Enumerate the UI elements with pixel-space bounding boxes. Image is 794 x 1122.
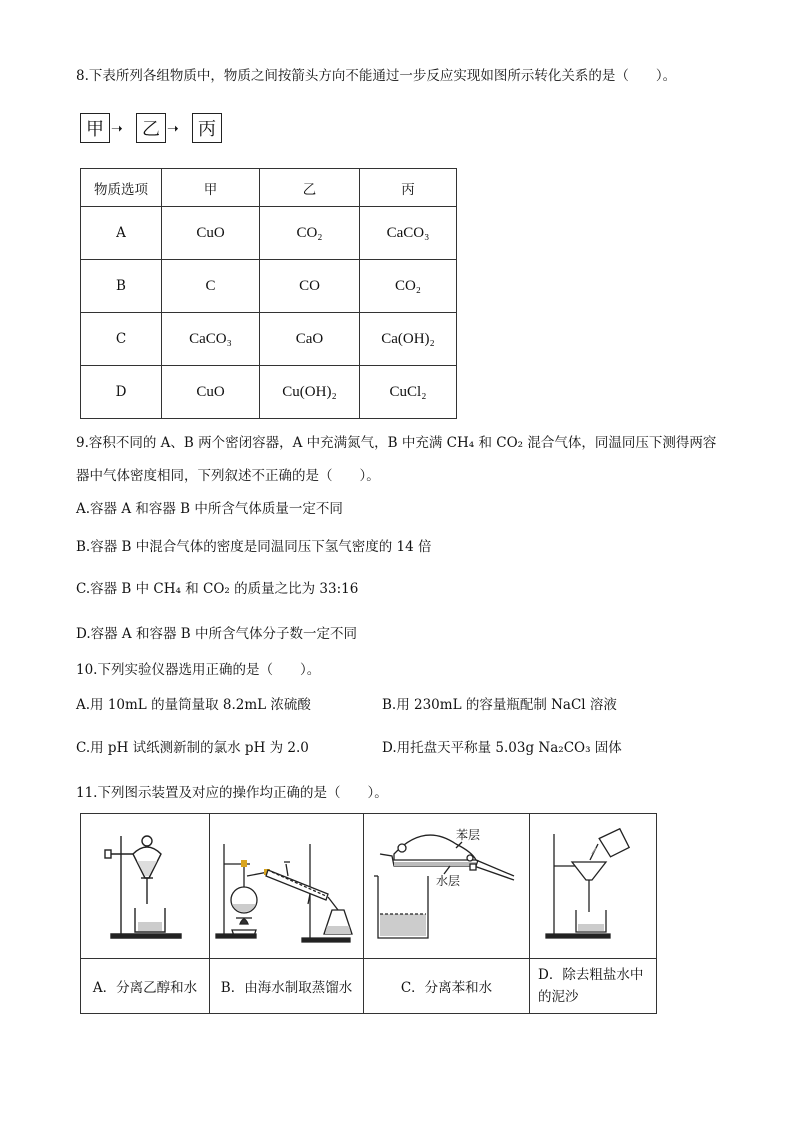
caption-d-line1: D．除去粗盐水中 xyxy=(538,967,644,983)
flow-box-bing: 丙 xyxy=(192,113,222,143)
q8-table xyxy=(80,168,457,419)
caption-c: C．分离苯和水 xyxy=(364,959,530,1014)
q8-stem: 8.下表所列各组物质中，物质之间按箭头方向不能通过一步反应实现如图所示转化关系的是（ ）。 xyxy=(76,68,677,84)
distillation-illustration xyxy=(210,814,363,954)
table-cell: CuO xyxy=(162,366,260,419)
table-cell: CuCl₂ xyxy=(360,366,457,419)
q9-stem-line1: 9.容积不同的 A、B 两个密闭容器，A 中充满氮气，B 中充满 CH₄ 和 CO₂ 混合气体，同温同压下测得两容 xyxy=(76,435,717,451)
q11-stem: 11.下列图示装置及对应的操作均正确的是（ ）。 xyxy=(76,785,388,801)
flow-box-jia: 甲 xyxy=(80,113,110,143)
table-header: 甲 xyxy=(162,169,260,207)
apparatus-cell-a xyxy=(81,814,210,959)
q10-stem: 10.下列实验仪器选用正确的是（ ）。 xyxy=(76,662,321,678)
caption-a: A．分离乙醇和水 xyxy=(81,959,210,1014)
benzene-layer-label: 苯层 xyxy=(456,828,481,842)
table-header: 乙 xyxy=(260,169,360,207)
table-row xyxy=(81,207,457,260)
q10-option-d: D.用托盘天平称量 5.03g Na₂CO₃ 固体 xyxy=(382,740,622,756)
table-cell: Ca(OH)₂ xyxy=(360,313,457,366)
table-row xyxy=(81,260,457,313)
table-header: 物质选项 xyxy=(81,169,162,207)
apparatus-cell-c xyxy=(364,814,530,959)
arrow-right-icon: ➝ xyxy=(111,121,123,137)
option-cell: A xyxy=(81,207,162,260)
caption-b: B．由海水制取蒸馏水 xyxy=(210,959,364,1014)
q10-option-a: A.用 10mL 的量筒量取 8.2mL 浓硫酸 xyxy=(76,697,311,713)
table-cell: CuO xyxy=(162,207,260,260)
table-cell: CaCO₃ xyxy=(360,207,457,260)
table-row xyxy=(81,366,457,419)
q9-option-a: A.容器 A 和容器 B 中所含气体质量一定不同 xyxy=(76,501,343,517)
table-cell: CO₂ xyxy=(260,207,360,260)
apparatus-cell-d xyxy=(530,814,657,959)
caption-d-line2: 的泥沙 xyxy=(538,989,579,1005)
q9-option-c: C.容器 B 中 CH₄ 和 CO₂ 的质量之比为 33:16 xyxy=(76,581,359,597)
table-cell: C xyxy=(162,260,260,313)
table-cell: Cu(OH)₂ xyxy=(260,366,360,419)
q10-option-b: B.用 230mL 的容量瓶配制 NaCl 溶液 xyxy=(382,697,617,713)
filtration-illustration xyxy=(530,814,656,954)
table-row xyxy=(81,313,457,366)
caption-d xyxy=(530,959,657,1014)
option-cell: C xyxy=(81,313,162,366)
q9-option-b: B.容器 B 中混合气体的密度是同温同压下氢气密度的 14 倍 xyxy=(76,539,432,555)
water-layer-label: 水层 xyxy=(436,874,461,888)
table-header-row xyxy=(81,169,457,207)
q11-apparatus-table xyxy=(80,813,657,1014)
separatory-funnel-illustration xyxy=(81,814,209,954)
table-cell: CaO xyxy=(260,313,360,366)
q10-option-c: C.用 pH 试纸测新制的氯水 pH 为 2.0 xyxy=(76,740,309,756)
q9-stem-line2: 器中气体密度相同，下列叙述不正确的是（ ）。 xyxy=(76,468,380,484)
apparatus-row xyxy=(81,814,657,959)
table-cell: CaCO₃ xyxy=(162,313,260,366)
option-cell: B xyxy=(81,260,162,313)
arrow-right-icon: ➝ xyxy=(167,121,179,137)
apparatus-cell-b xyxy=(210,814,364,959)
option-cell: D xyxy=(81,366,162,419)
caption-row xyxy=(81,959,657,1014)
q9-option-d: D.容器 A 和容器 B 中所含气体分子数一定不同 xyxy=(76,626,357,642)
flow-box-yi: 乙 xyxy=(136,113,166,143)
table-cell: CO xyxy=(260,260,360,313)
table-header: 丙 xyxy=(360,169,457,207)
table-cell: CO₂ xyxy=(360,260,457,313)
